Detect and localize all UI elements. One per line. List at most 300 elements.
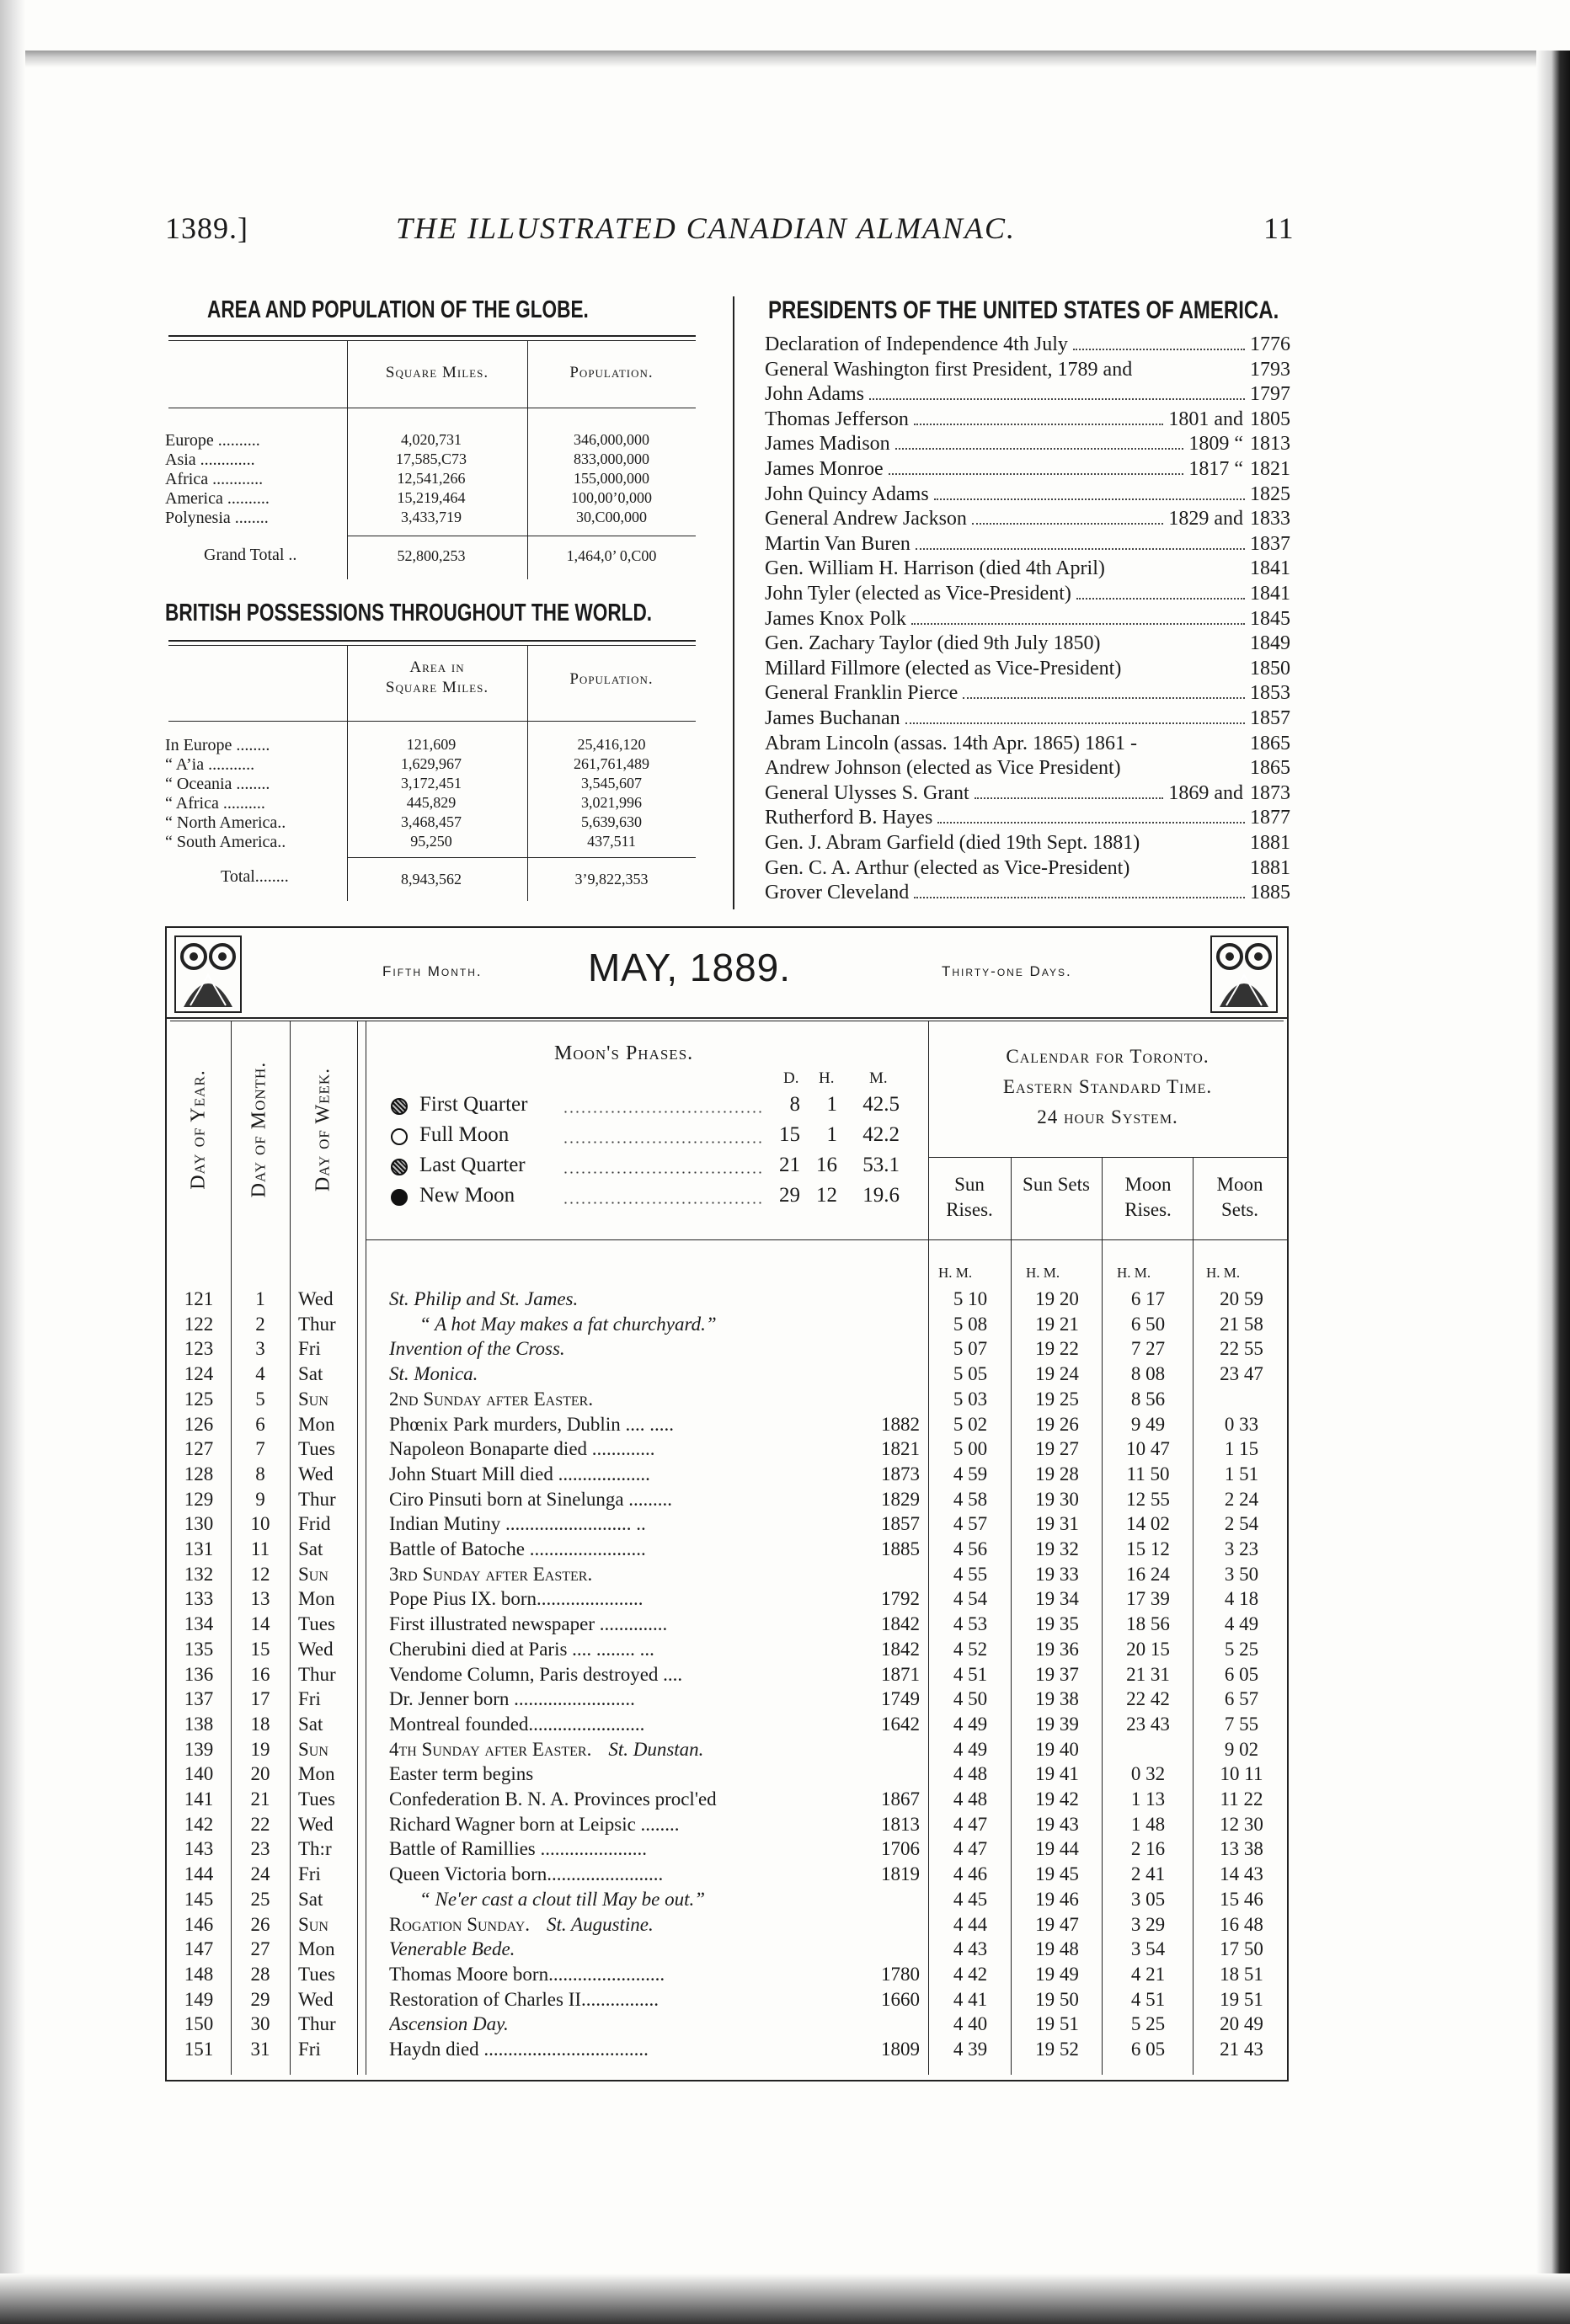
moon-phase-name: Last Quarter [419, 1154, 526, 1176]
president-year: 1881 [1250, 856, 1290, 879]
british-row-pop: 25,416,120 [577, 736, 646, 753]
moon-phase-day: 29 [779, 1184, 800, 1207]
day-of-year: 135 [184, 1638, 214, 1660]
sun-rises-time: 4 55 [953, 1563, 988, 1585]
area-total-pop: 1,464,0’ 0,C00 [566, 547, 657, 564]
president-name: John Tyler (elected as Vice-President) [765, 583, 1071, 605]
area-top-rule-thin [168, 340, 696, 341]
sun-sets-time: 19 51 [1035, 2013, 1079, 2035]
event-name: First illustrated newspaper .............. [389, 1613, 668, 1635]
area-row-name: Polynesia ........ [165, 509, 269, 527]
event-name: “ Ne'er cast a clout till May be out.” [419, 1888, 706, 1910]
day-of-year: 151 [184, 2039, 214, 2060]
moon-sets-time: 20 59 [1220, 1288, 1263, 1309]
col-day-of-month: Day of Month. [248, 1061, 270, 1198]
sun-rises-time: 4 44 [953, 1913, 988, 1935]
moon-phase-minute: 53.1 [862, 1154, 900, 1176]
leader-dots [934, 487, 1245, 500]
event-year: 1867 [881, 1788, 920, 1810]
moon-sets-time: 1 15 [1224, 1438, 1259, 1460]
sun-rises-time: 4 53 [953, 1613, 988, 1635]
day-of-month: 15 [250, 1638, 270, 1660]
british-top-rule [168, 640, 696, 642]
day-of-week: Mon [298, 1763, 335, 1785]
moon-sets-time: 17 50 [1220, 1938, 1263, 1960]
moon-sets-time: 21 58 [1220, 1313, 1263, 1335]
area-row-pop: 100,00’0,000 [571, 489, 652, 506]
day-of-week: Thur [298, 2013, 336, 2035]
event-year: 1842 [881, 1638, 920, 1660]
president-name: General Franklin Pierce [765, 682, 959, 705]
president-name: Andrew Johnson (elected as Vice President) [765, 757, 1121, 780]
moon-rises-time: 4 21 [1130, 1963, 1166, 1985]
moon-rises-time: 3 05 [1130, 1888, 1166, 1910]
sun-sets-time: 19 38 [1035, 1688, 1079, 1710]
moon-sets-time: 19 51 [1220, 1988, 1263, 2010]
day-of-year: 150 [184, 2013, 214, 2035]
day-of-year: 138 [184, 1713, 214, 1735]
president-year: 1845 [1250, 607, 1290, 630]
area-row-miles: 12,541,266 [397, 470, 466, 487]
area-row-pop: 155,000,000 [574, 470, 649, 487]
day-of-month: 17 [250, 1688, 270, 1710]
event-text [389, 2039, 861, 2064]
moon-sets-time: 13 38 [1220, 1838, 1263, 1860]
moon-phase-minute: 19.6 [862, 1184, 900, 1207]
moon-phase-name: Full Moon [419, 1123, 510, 1146]
leader-dots [916, 536, 1245, 550]
event-name: Haydn died .................................. [389, 2039, 649, 2060]
day-of-month: 1 [255, 1288, 265, 1309]
day-of-year: 122 [184, 1313, 214, 1335]
day-of-month: 24 [250, 1863, 270, 1885]
day-of-year: 132 [184, 1563, 214, 1585]
col-sun-sets: Sun Sets [1023, 1174, 1090, 1195]
day-of-year: 139 [184, 1738, 214, 1760]
day-of-year: 123 [184, 1338, 214, 1360]
leader-dots [963, 685, 1245, 699]
president-year: 1873 [1250, 781, 1290, 804]
president-name: James Knox Polk [765, 607, 906, 630]
area-row-miles: 15,219,464 [397, 489, 466, 506]
sun-sets-time: 19 27 [1035, 1438, 1079, 1460]
president-row [765, 882, 1290, 907]
moon-rises-time: 18 56 [1126, 1613, 1170, 1635]
may-calendar [165, 926, 1289, 2081]
moon-rises-time: 3 29 [1130, 1913, 1166, 1935]
president-row [765, 832, 1290, 857]
event-text [389, 2013, 861, 2039]
moon-col-m: M. [869, 1069, 888, 1087]
moon-sets-time: 3 23 [1224, 1538, 1259, 1559]
day-of-month: 9 [255, 1488, 265, 1510]
day-of-month: 20 [250, 1763, 270, 1785]
day-of-month: 21 [250, 1788, 270, 1810]
british-row-miles: 445,829 [406, 794, 457, 811]
day-of-month: 4 [255, 1363, 265, 1385]
day-of-week: Th:r [298, 1838, 332, 1860]
event-text [389, 1363, 861, 1389]
day-of-month: 28 [250, 1963, 270, 1985]
day-of-year: 128 [184, 1463, 214, 1484]
president-year: 1885 [1250, 882, 1290, 904]
president-name: Millard Fillmore (elected as Vice-President) [765, 657, 1122, 680]
day-of-year: 131 [184, 1538, 214, 1559]
event-year: 1829 [881, 1488, 920, 1510]
event-year: 1813 [881, 1813, 920, 1835]
leader-dots [914, 885, 1245, 898]
event-name: 3rd Sunday after Easter. [389, 1563, 593, 1585]
day-of-year: 134 [184, 1613, 214, 1635]
moon-sets-time: 4 18 [1224, 1588, 1259, 1610]
leader-dots [972, 511, 1163, 525]
page-shadow-top [25, 51, 1570, 67]
event-name: St. Monica. [389, 1363, 478, 1385]
page-shadow-bottom [0, 2273, 1570, 2324]
day-of-week: Sat [298, 1538, 323, 1559]
event-text [389, 1739, 861, 1764]
president-name: James Madison [765, 433, 890, 456]
event-text [389, 1714, 861, 1739]
day-of-month: 27 [250, 1938, 270, 1960]
british-title: BRITISH POSSESSIONS THROUGHOUT THE WORLD. [165, 600, 653, 626]
event-text [389, 1664, 861, 1689]
moon-sets-time: 4 49 [1224, 1613, 1259, 1635]
sun-rises-time: 4 46 [953, 1863, 988, 1885]
sun-sets-time: 19 48 [1035, 1938, 1079, 1960]
cal-toronto-rule [928, 1157, 1287, 1158]
moon-phase-day: 15 [779, 1123, 800, 1146]
event-text [389, 1613, 861, 1639]
event-text [389, 1389, 861, 1414]
event-name: Restoration of Charles II................ [389, 1988, 660, 2010]
day-of-month: 31 [250, 2039, 270, 2060]
sun-sets-time: 19 20 [1035, 1288, 1079, 1309]
british-row-miles: 3,468,457 [401, 813, 462, 830]
ornament-right-icon [1210, 935, 1279, 1014]
sun-sets-time: 19 26 [1035, 1413, 1079, 1435]
moon-sets-time: 11 22 [1220, 1788, 1263, 1810]
president-row [765, 782, 1290, 808]
president-name: John Quincy Adams [765, 482, 929, 505]
event-name: Indian Mutiny .......................... .. [389, 1513, 646, 1535]
british-total-miles: 8,943,562 [401, 871, 462, 887]
day-of-week: Frid [298, 1513, 331, 1535]
sun-rises-time: 5 02 [953, 1413, 988, 1435]
day-of-week: Thur [298, 1488, 336, 1510]
event-name: Battle of Ramillies ...................... [389, 1838, 647, 1860]
event-text [389, 1489, 861, 1514]
area-row-name: Asia ............. [165, 450, 255, 469]
sun-rises-time: 5 00 [953, 1438, 988, 1460]
toronto-line-2: Eastern Standard Time. [1002, 1076, 1213, 1097]
day-of-month: 2 [255, 1313, 265, 1335]
president-year: 1841 [1250, 583, 1290, 605]
moon-rises-time: 7 27 [1130, 1338, 1166, 1360]
header-title: THE ILLUSTRATED CANADIAN ALMANAC. [396, 211, 1017, 245]
president-start-year: 1869 and [1168, 781, 1243, 804]
moon-rises-time: 11 50 [1126, 1463, 1170, 1484]
col-moon-rises: Moon Rises. [1124, 1174, 1172, 1220]
toronto-line-3: 24 hour System. [1037, 1106, 1178, 1127]
sun-rises-time: 5 07 [953, 1338, 988, 1360]
sun-sets-time: 19 36 [1035, 1638, 1079, 1660]
moon-rises-time: 1 48 [1130, 1813, 1166, 1835]
sun-sets-time: 19 21 [1035, 1313, 1079, 1335]
day-of-week: Sat [298, 1888, 323, 1910]
event-name: Ascension Day. [389, 2013, 509, 2035]
moon-rises-time: 1 13 [1130, 1788, 1166, 1810]
day-of-month: 23 [250, 1838, 270, 1860]
sun-sets-time: 19 49 [1035, 1963, 1079, 1985]
moon-rises-time: 4 51 [1130, 1988, 1166, 2010]
sun-rises-time: 4 45 [953, 1888, 988, 1910]
area-row-pop: 346,000,000 [574, 431, 649, 448]
president-name: Abram Lincoln (assas. 14th Apr. 1865) 1861 - [765, 732, 1137, 754]
president-year: 1849 [1250, 632, 1290, 655]
header-year: 1389.] [165, 211, 248, 245]
event-year: 1706 [881, 1838, 920, 1860]
event-name: Easter term begins [389, 1763, 534, 1785]
quarter-moon-icon [391, 1159, 408, 1175]
sun-sets-time: 19 22 [1035, 1338, 1079, 1360]
hm-moon-sets: H. M. [1206, 1265, 1241, 1281]
sun-rises-time: 4 41 [953, 1988, 988, 2010]
president-year: 1797 [1250, 383, 1290, 406]
event-text [389, 1288, 861, 1314]
leader-dots [895, 436, 1184, 450]
leader-dots [1073, 337, 1245, 350]
moon-rises-time: 2 16 [1130, 1838, 1166, 1860]
british-row-pop: 3,545,607 [581, 775, 642, 792]
event-text [419, 1314, 891, 1339]
col-day-of-year: Day of Year. [187, 1069, 210, 1190]
sun-sets-time: 19 35 [1035, 1613, 1079, 1635]
sun-sets-time: 19 50 [1035, 1988, 1079, 2010]
president-row [765, 682, 1290, 707]
area-total-miles: 52,800,253 [397, 547, 466, 564]
day-of-year: 142 [184, 1813, 214, 1835]
sun-sets-time: 19 39 [1035, 1713, 1079, 1735]
president-row [765, 433, 1290, 458]
day-of-month: 19 [250, 1738, 270, 1760]
president-name: James Buchanan [765, 707, 900, 729]
president-year: 1857 [1250, 707, 1290, 729]
british-row-pop: 261,761,489 [574, 755, 649, 772]
moon-sets-time: 7 55 [1224, 1713, 1259, 1735]
leader-dots [937, 810, 1245, 824]
area-col-square-miles: Square Miles. [385, 364, 489, 381]
moon-sets-time: 22 55 [1220, 1338, 1263, 1360]
british-row-miles: 121,609 [406, 736, 457, 753]
leader-dots [563, 1154, 765, 1179]
event-text [389, 1438, 861, 1463]
sun-rises-time: 4 59 [953, 1463, 988, 1484]
event-name: Confederation B. N. A. Provinces procl'ed [389, 1788, 717, 1810]
sun-rises-time: 4 42 [953, 1963, 988, 1985]
area-row-name: America .......... [165, 489, 270, 508]
day-of-year: 137 [184, 1688, 214, 1710]
moon-sets-time: 18 51 [1220, 1963, 1263, 1985]
president-row [765, 707, 1290, 733]
president-name: Gen. Zachary Taylor (died 9th July 1850) [765, 632, 1101, 655]
area-row-name: Africa ............ [165, 470, 264, 488]
british-row-miles: 1,629,967 [401, 755, 462, 772]
area-row-pop: 833,000,000 [574, 450, 649, 467]
british-header-rule [168, 721, 696, 722]
area-globe-title: AREA AND POPULATION OF THE GLOBE. [207, 296, 589, 323]
president-row [765, 557, 1290, 583]
area-top-rule [168, 335, 696, 337]
event-text [389, 1814, 861, 1839]
event-year: 1885 [881, 1538, 920, 1559]
moon-phase-day: 21 [779, 1154, 800, 1176]
day-of-month: 8 [255, 1463, 265, 1484]
event-year: 1749 [881, 1688, 920, 1710]
day-of-month: 26 [250, 1913, 270, 1935]
event-name: 2nd Sunday after Easter. [389, 1388, 594, 1410]
event-saint: St. Dunstan. [608, 1738, 704, 1760]
president-row [765, 583, 1290, 608]
moon-sets-time: 0 33 [1224, 1413, 1259, 1435]
moon-phase-name: New Moon [419, 1184, 515, 1207]
day-of-week: Mon [298, 1413, 335, 1435]
cal-vrule-2 [290, 1021, 291, 2075]
sun-sets-time: 19 24 [1035, 1363, 1079, 1385]
day-of-year: 144 [184, 1863, 214, 1885]
event-name: 4th Sunday after Easter. [389, 1738, 592, 1760]
event-text [389, 1938, 861, 1964]
sun-rises-time: 4 47 [953, 1813, 988, 1835]
day-of-month: 16 [250, 1663, 270, 1685]
sun-rises-time: 4 51 [953, 1663, 988, 1685]
sun-sets-time: 19 44 [1035, 1838, 1079, 1860]
day-of-week: Sun [298, 1738, 328, 1760]
moon-rises-time: 9 49 [1130, 1413, 1166, 1435]
sun-sets-time: 19 33 [1035, 1563, 1079, 1585]
hm-sun-sets: H. M. [1026, 1265, 1060, 1281]
day-of-week: Tues [298, 1613, 335, 1635]
moon-sets-time: 3 50 [1224, 1563, 1259, 1585]
event-year: 1857 [881, 1513, 920, 1535]
moon-rises-time: 2 41 [1130, 1863, 1166, 1885]
sun-sets-time: 19 34 [1035, 1588, 1079, 1610]
day-of-week: Thur [298, 1663, 336, 1685]
day-of-week: Sun [298, 1913, 328, 1935]
president-row [765, 733, 1290, 758]
event-year: 1842 [881, 1613, 920, 1635]
moon-rises-time: 10 47 [1126, 1438, 1170, 1460]
president-row [765, 508, 1290, 533]
event-text [389, 1964, 861, 1989]
event-text [389, 1564, 861, 1589]
event-year: 1809 [881, 2039, 920, 2060]
president-name: Rutherford B. Hayes [765, 807, 933, 829]
leader-dots [911, 611, 1245, 625]
area-row-miles: 4,020,731 [401, 431, 462, 448]
event-name: Phœnix Park murders, Dublin .... ..... [389, 1413, 674, 1435]
event-saint: St. Augustine. [547, 1913, 654, 1935]
president-year: 1825 [1250, 482, 1290, 505]
ornament-left-icon [174, 935, 243, 1014]
sun-sets-time: 19 31 [1035, 1513, 1079, 1535]
moon-sets-time: 6 05 [1224, 1663, 1259, 1685]
day-of-week: Fri [298, 1338, 321, 1360]
sun-rises-time: 4 56 [953, 1538, 988, 1559]
british-col-population: Population. [569, 670, 654, 688]
event-name: St. Philip and St. James. [389, 1288, 579, 1309]
header-page-number: 11 [1263, 211, 1295, 245]
president-name: Gen. J. Abram Garfield (died 19th Sept. 1881) [765, 832, 1140, 854]
event-year: 1821 [881, 1438, 920, 1460]
moon-rises-time: 8 56 [1130, 1388, 1166, 1410]
day-of-week: Sat [298, 1363, 323, 1385]
president-name: Gen. William H. Harrison (died 4th April) [765, 557, 1105, 580]
moon-rises-time: 23 43 [1126, 1713, 1170, 1735]
day-of-year: 127 [184, 1438, 214, 1460]
president-row [765, 333, 1290, 359]
area-total-label: Grand Total .. [204, 546, 297, 564]
president-name: John Adams [765, 383, 865, 406]
day-of-week: Wed [298, 1813, 334, 1835]
day-of-month: 18 [250, 1713, 270, 1735]
presidents-title: PRESIDENTS OF THE UNITED STATES OF AMERICA. [768, 296, 1279, 324]
moon-rises-time: 15 12 [1126, 1538, 1170, 1559]
event-text [389, 1688, 861, 1714]
british-row-miles: 95,250 [410, 833, 452, 850]
moon-rises-time: 6 05 [1130, 2039, 1166, 2060]
president-start-year: 1801 and [1168, 408, 1243, 430]
sun-sets-time: 19 37 [1035, 1663, 1079, 1685]
col-day-of-week: Day of Week. [312, 1067, 334, 1192]
president-start-year: 1809 “ [1188, 433, 1243, 456]
moon-sets-time: 5 25 [1224, 1638, 1259, 1660]
president-start-year: 1817 “ [1188, 458, 1243, 480]
event-name: Montreal founded........................ [389, 1713, 645, 1735]
president-row [765, 483, 1290, 509]
president-year: 1865 [1250, 757, 1290, 780]
president-year: 1821 [1250, 458, 1290, 480]
president-name: Thomas Jefferson [765, 408, 909, 430]
british-col-area-in: Area in [409, 658, 465, 676]
sun-rises-time: 5 03 [953, 1388, 988, 1410]
day-of-month: 30 [250, 2013, 270, 2035]
british-row-name: “ Oceania ........ [165, 775, 270, 793]
hm-sun-rises: H. M. [938, 1265, 973, 1281]
sun-rises-time: 4 57 [953, 1513, 988, 1535]
moon-sets-time: 20 49 [1220, 2013, 1263, 2035]
event-text [389, 1914, 861, 1939]
sun-sets-time: 19 32 [1035, 1538, 1079, 1559]
moon-rises-time [1108, 1739, 1188, 1764]
event-text [389, 1588, 861, 1613]
event-text [389, 1414, 861, 1439]
sun-sets-time: 19 30 [1035, 1488, 1079, 1510]
day-of-year: 148 [184, 1963, 214, 1985]
british-total-pop: 3’9,822,353 [574, 871, 649, 887]
area-row-miles: 17,585,C73 [395, 450, 467, 467]
day-of-month: 11 [250, 1538, 270, 1559]
sun-sets-time: 19 42 [1035, 1788, 1079, 1810]
day-of-year: 145 [184, 1888, 214, 1910]
event-name: “ A hot May makes a fat churchyard.” [419, 1313, 717, 1335]
president-row [765, 857, 1290, 882]
president-row [765, 608, 1290, 633]
day-of-year: 124 [184, 1363, 214, 1385]
event-year: 1792 [881, 1588, 920, 1610]
president-row [765, 458, 1290, 483]
moon-col-h: H. [819, 1069, 835, 1087]
